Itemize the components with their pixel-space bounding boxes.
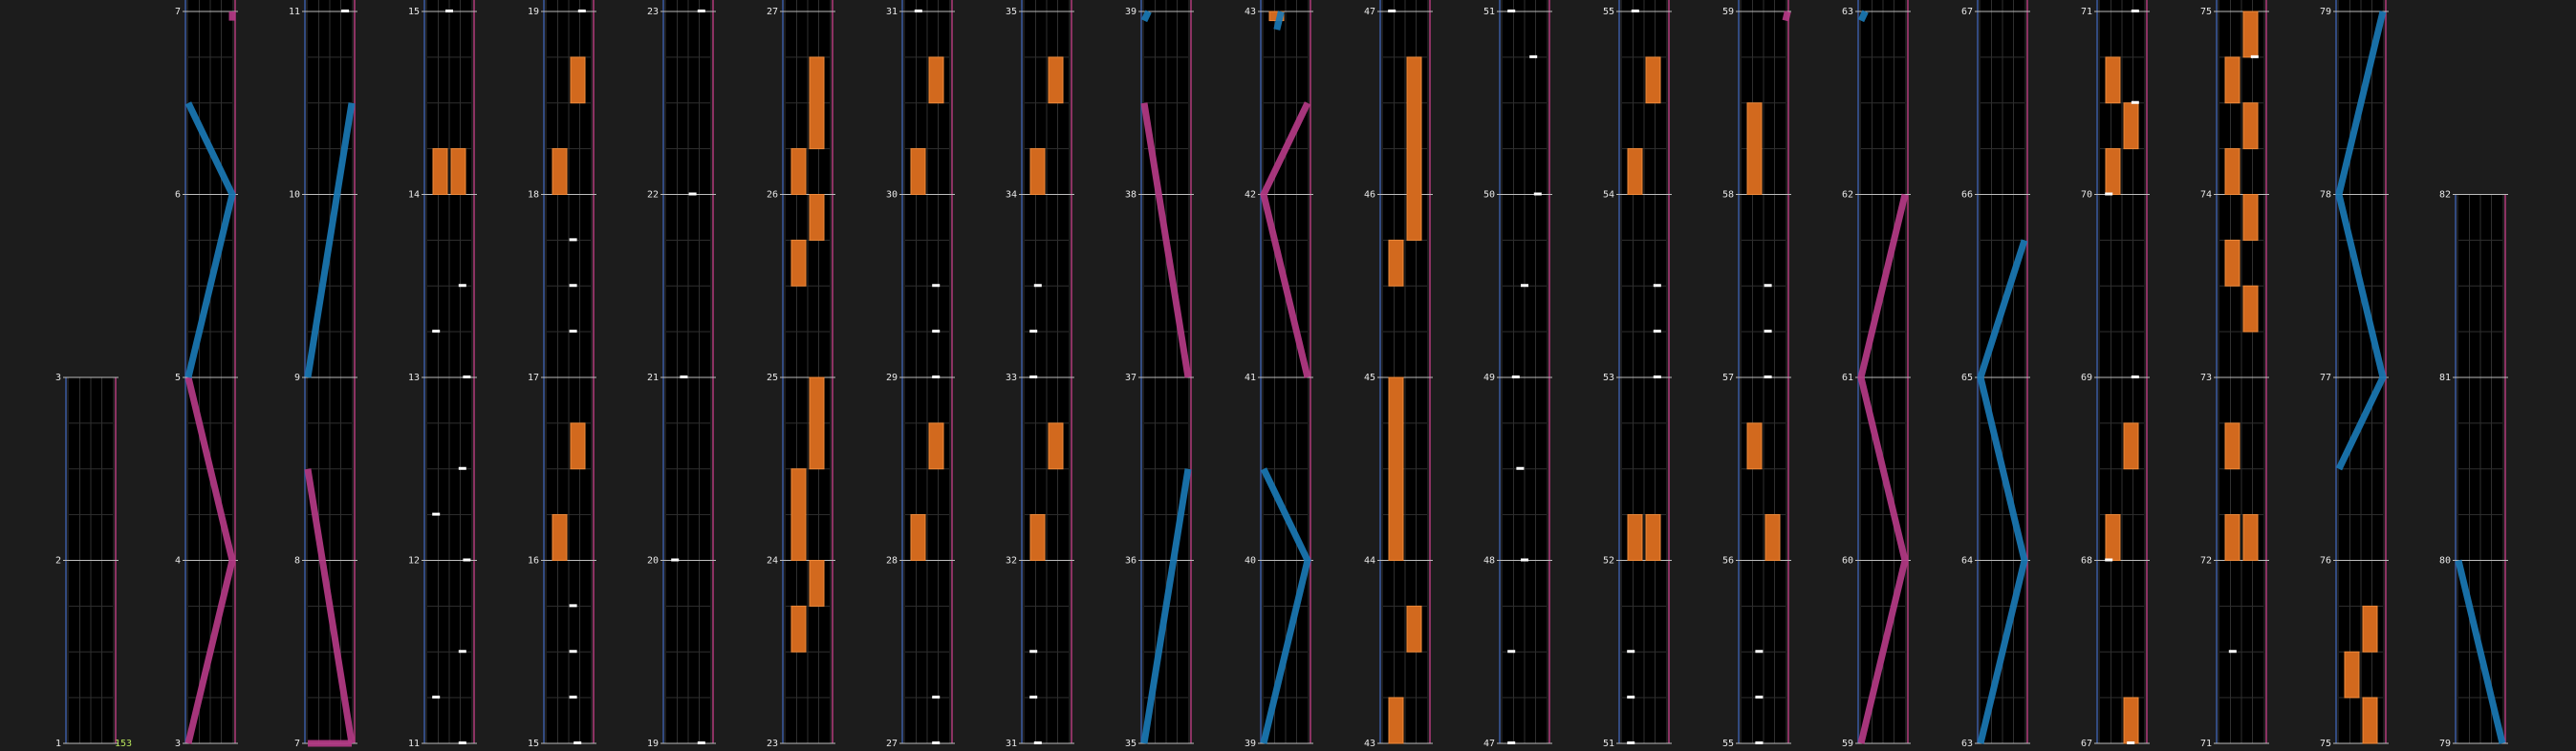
- measure-number: 3: [54, 373, 61, 383]
- chip-note: [432, 330, 440, 333]
- chip-note: [1034, 741, 1042, 744]
- measure-number: 55: [1602, 7, 1614, 17]
- measure-number: 48: [1483, 555, 1495, 567]
- chip-note: [1388, 10, 1396, 12]
- chip-note: [445, 10, 453, 12]
- chip-note: [1764, 330, 1772, 333]
- measure-number: 61: [1841, 373, 1853, 383]
- measure-number: 49: [1483, 373, 1495, 383]
- chip-note: [932, 330, 940, 333]
- measure-number: 35: [1124, 739, 1136, 749]
- measure-number: 51: [1602, 739, 1614, 749]
- hold-note: [552, 149, 567, 195]
- hold-note: [911, 149, 925, 195]
- hold-note: [791, 469, 806, 561]
- chip-note: [932, 741, 940, 744]
- measure-number: 39: [1124, 7, 1136, 17]
- measure-number: 70: [2080, 189, 2092, 201]
- hold-note: [2225, 149, 2240, 195]
- measure-number: 75: [2319, 739, 2331, 749]
- chip-note: [1627, 696, 1634, 698]
- measure-number: 66: [1960, 189, 1973, 201]
- chip-note: [459, 284, 466, 287]
- measure-number: 6: [174, 189, 181, 201]
- measure-number: 79: [2438, 739, 2451, 749]
- hold-note: [2124, 697, 2138, 743]
- measure-number: 82: [2438, 189, 2451, 201]
- chip-note: [915, 10, 922, 12]
- measure-number: 18: [527, 189, 539, 201]
- measure-number: 46: [1363, 189, 1375, 201]
- hold-note: [1389, 240, 1403, 286]
- measure-number: 58: [1721, 189, 1734, 201]
- measure-number: 31: [1005, 739, 1017, 749]
- measure-number: 62: [1841, 189, 1853, 201]
- measure-number: 15: [407, 7, 420, 17]
- measure-number: 34: [1005, 189, 1017, 201]
- hold-note: [810, 561, 824, 607]
- measure-number: 8: [293, 555, 300, 567]
- chip-note: [1534, 193, 1542, 196]
- chip-note: [1512, 376, 1520, 378]
- measure-number: 41: [1244, 373, 1256, 383]
- measure-number: 37: [1124, 373, 1136, 383]
- measure-number: 32: [1005, 555, 1017, 567]
- measure-number: 35: [1005, 7, 1017, 17]
- measure-number: 60: [1841, 555, 1853, 567]
- laser-left: [1861, 11, 1866, 21]
- hold-note: [1628, 149, 1642, 195]
- hold-note: [2225, 423, 2240, 469]
- chip-note: [2105, 193, 2112, 196]
- chip-note: [1654, 284, 1661, 287]
- hold-note: [2124, 103, 2138, 149]
- hold-note: [2225, 515, 2240, 561]
- hold-note: [2225, 57, 2240, 103]
- measure-number: 65: [1960, 373, 1973, 383]
- hold-note: [2106, 515, 2120, 561]
- chip-note: [432, 513, 440, 516]
- hold-note: [1049, 423, 1063, 469]
- measure-number: 23: [646, 7, 659, 17]
- hold-note: [1389, 697, 1403, 743]
- measure-number: 19: [646, 739, 659, 749]
- measure-number: 16: [527, 555, 539, 567]
- chip-note: [698, 741, 705, 744]
- hold-note: [2363, 697, 2377, 743]
- chip-note: [570, 650, 577, 653]
- measure-number: 2: [54, 555, 61, 567]
- measure-number: 53: [1602, 373, 1614, 383]
- measure-number: 52: [1602, 555, 1614, 567]
- measure-number: 24: [766, 555, 778, 567]
- hold-note: [1389, 377, 1403, 561]
- chip-note: [671, 559, 679, 562]
- chip-note: [463, 376, 470, 378]
- chip-note: [1654, 330, 1661, 333]
- measure-number: 79: [2319, 7, 2331, 17]
- measure-number: 51: [1483, 7, 1495, 17]
- hold-note: [2243, 195, 2258, 241]
- measure-number: 57: [1721, 373, 1734, 383]
- measure-number: 40: [1244, 555, 1256, 567]
- measure-number: 64: [1960, 555, 1973, 567]
- chip-note: [1654, 376, 1661, 378]
- chip-note: [689, 193, 697, 196]
- measure-number: 25: [766, 373, 778, 383]
- measure-number: 55: [1721, 739, 1734, 749]
- measure-number: 45: [1363, 373, 1375, 383]
- chip-note: [1755, 741, 1763, 744]
- measure-number: 80: [2438, 555, 2451, 567]
- chip-note: [698, 10, 705, 12]
- hold-note: [1646, 515, 1660, 561]
- hold-note: [2243, 103, 2258, 149]
- measure-number: 31: [885, 7, 898, 17]
- measure-number: 73: [2199, 373, 2212, 383]
- hold-note: [1407, 606, 1421, 652]
- chip-note: [570, 604, 577, 607]
- hold-note: [1747, 423, 1762, 469]
- chip-note: [2127, 741, 2134, 744]
- measure-number: 47: [1483, 739, 1495, 749]
- hold-note: [929, 423, 943, 469]
- measure-number: 59: [1841, 739, 1853, 749]
- measure-number: 63: [1841, 7, 1853, 17]
- chip-note: [1521, 559, 1528, 562]
- chip-note: [570, 238, 577, 241]
- measure-number: 29: [885, 373, 898, 383]
- hold-note: [1765, 515, 1780, 561]
- chip-note: [680, 376, 687, 378]
- measure-number: 54: [1602, 189, 1614, 201]
- measure-number: 14: [407, 189, 420, 201]
- measure-number: 20: [646, 555, 659, 567]
- measure-number: 13: [407, 373, 420, 383]
- measure-number: 26: [766, 189, 778, 201]
- hold-note: [791, 149, 806, 195]
- hold-note: [571, 57, 585, 103]
- hold-note: [791, 606, 806, 652]
- measure-number: 33: [1005, 373, 1017, 383]
- hold-note: [2363, 606, 2377, 652]
- hold-note: [2243, 515, 2258, 561]
- measure-number: 63: [1960, 739, 1973, 749]
- measure-number: 36: [1124, 555, 1136, 567]
- measure-number: 7: [174, 7, 181, 17]
- hold-note: [1030, 149, 1045, 195]
- hold-note: [2243, 11, 2258, 57]
- chip-note: [463, 559, 470, 562]
- chip-note: [2229, 650, 2237, 653]
- measure-number: 3: [174, 739, 181, 749]
- measure-number: 1: [54, 739, 61, 749]
- hold-note: [571, 423, 585, 469]
- chip-note: [1029, 330, 1037, 333]
- measure-number: 42: [1244, 189, 1256, 201]
- measure-number: 15: [527, 739, 539, 749]
- chip-note: [1029, 376, 1037, 378]
- chip-note: [1755, 696, 1763, 698]
- measure-number: 30: [885, 189, 898, 201]
- chip-note: [2132, 10, 2139, 12]
- measure-number: 43: [1244, 7, 1256, 17]
- chip-note: [1521, 284, 1528, 287]
- hold-note: [2345, 652, 2359, 697]
- laser-right: [1786, 11, 1787, 21]
- hold-note: [1049, 57, 1063, 103]
- hold-note: [2106, 149, 2120, 195]
- measure-number: 38: [1124, 189, 1136, 201]
- chip-note: [1632, 10, 1639, 12]
- measure-number: 50: [1483, 189, 1495, 201]
- measure-number: 68: [2080, 555, 2092, 567]
- chip-note: [2105, 559, 2112, 562]
- chip-note: [574, 741, 581, 744]
- chip-note: [932, 376, 940, 378]
- measure-number: 21: [646, 373, 659, 383]
- chip-note: [2132, 376, 2139, 378]
- measure-number: 11: [288, 7, 300, 17]
- hold-note: [911, 515, 925, 561]
- chip-note: [1507, 741, 1515, 744]
- chip-note: [2251, 55, 2259, 58]
- hold-note: [2106, 57, 2120, 103]
- chip-note: [1029, 696, 1037, 698]
- measure-number: 22: [646, 189, 659, 201]
- laser-left: [1144, 11, 1149, 21]
- measure-number: 28: [885, 555, 898, 567]
- chip-note: [1764, 284, 1772, 287]
- measure-number: 12: [407, 555, 420, 567]
- chip-note: [459, 741, 466, 744]
- chip-note: [1507, 10, 1515, 12]
- chip-note: [1029, 650, 1037, 653]
- measure-number: 77: [2319, 373, 2331, 383]
- hold-note: [791, 240, 806, 286]
- hold-note: [1407, 57, 1421, 241]
- hold-note: [2124, 423, 2138, 469]
- hold-note: [2225, 240, 2240, 286]
- measure-number: 67: [2080, 739, 2092, 749]
- measure-number: 19: [527, 7, 539, 17]
- hold-note: [433, 149, 447, 195]
- hold-note: [1030, 515, 1045, 561]
- chip-note: [459, 467, 466, 470]
- chip-note: [2132, 101, 2139, 104]
- measure-number: 39: [1244, 739, 1256, 749]
- measure-number: 78: [2319, 189, 2331, 201]
- chip-note: [570, 284, 577, 287]
- measure-number: 43: [1363, 739, 1375, 749]
- measure-number: 44: [1363, 555, 1375, 567]
- bpm-label: 153: [115, 739, 133, 749]
- measure-number: 67: [1960, 7, 1973, 17]
- chip-note: [432, 696, 440, 698]
- chip-note: [1507, 650, 1515, 653]
- hold-note: [1646, 57, 1660, 103]
- chip-note: [341, 10, 349, 12]
- measure-number: 75: [2199, 7, 2212, 17]
- measure-number: 11: [407, 739, 420, 749]
- hold-note: [552, 515, 567, 561]
- measure-number: 9: [293, 373, 300, 383]
- measure-number: 4: [174, 555, 181, 567]
- measure-number: 27: [885, 739, 898, 749]
- hold-note: [1628, 515, 1642, 561]
- hold-note: [2243, 286, 2258, 332]
- hold-note: [810, 195, 824, 241]
- chip-note: [1764, 376, 1772, 378]
- measure-number: 72: [2199, 555, 2212, 567]
- measure-number: 23: [766, 739, 778, 749]
- hold-note: [810, 377, 824, 469]
- measure-number: 71: [2080, 7, 2092, 17]
- measure-number: 17: [527, 373, 539, 383]
- chip-note: [1755, 650, 1763, 653]
- chip-note: [1627, 650, 1634, 653]
- chip-note: [1627, 741, 1634, 744]
- chip-note: [1516, 467, 1524, 470]
- chip-note: [932, 696, 940, 698]
- measure-number: 76: [2319, 555, 2331, 567]
- measure-number: 47: [1363, 7, 1375, 17]
- hold-note: [810, 57, 824, 149]
- hold-note: [929, 57, 943, 103]
- chip-note: [1034, 284, 1042, 287]
- chip-note: [570, 696, 577, 698]
- measure-number: 74: [2199, 189, 2212, 201]
- measure-number: 27: [766, 7, 778, 17]
- chip-note: [459, 650, 466, 653]
- measure-number: 56: [1721, 555, 1734, 567]
- hold-note: [451, 149, 465, 195]
- laser-left: [1277, 11, 1282, 30]
- chip-note: [578, 10, 586, 12]
- measure-number: 5: [174, 373, 181, 383]
- hold-note: [1747, 103, 1762, 195]
- measure-number: 81: [2438, 373, 2451, 383]
- chip-note: [570, 330, 577, 333]
- measure-number: 59: [1721, 7, 1734, 17]
- chip-note: [1529, 55, 1537, 58]
- measure-number: 71: [2199, 739, 2212, 749]
- chip-note: [932, 284, 940, 287]
- measure-number: 69: [2080, 373, 2092, 383]
- measure-number: 10: [288, 189, 300, 201]
- measure-number: 7: [293, 739, 300, 749]
